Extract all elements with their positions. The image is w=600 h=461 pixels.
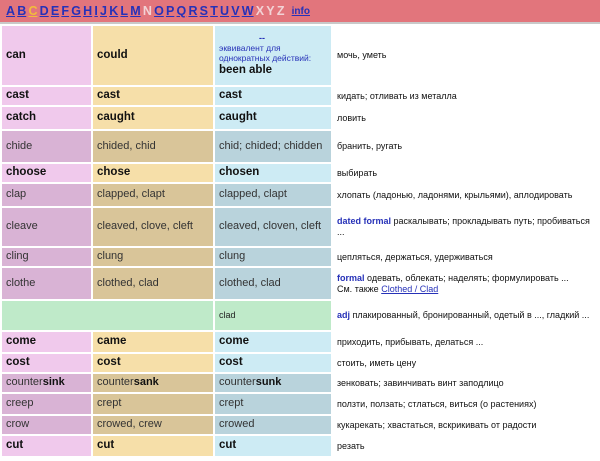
base-form-cell: cling <box>2 248 91 266</box>
letter-c-current[interactable]: C <box>28 4 38 18</box>
table-row <box>2 87 600 105</box>
translation-cell: выбирать <box>333 164 600 182</box>
alphabet-nav <box>0 0 600 24</box>
letter-a[interactable]: A <box>6 4 16 18</box>
pp-mark: -- <box>259 33 265 44</box>
table-row <box>2 268 600 299</box>
letter-i[interactable]: I <box>94 4 98 18</box>
participle-cell-prefix: counter <box>219 376 256 389</box>
letter-r[interactable]: R <box>188 4 198 18</box>
past-form-cell: came <box>93 332 213 352</box>
letter-u[interactable]: U <box>220 4 230 18</box>
past-form-cell: clung <box>93 248 213 266</box>
translation-cell: бранить, ругать <box>333 131 600 162</box>
clad-cell: clad <box>215 301 331 330</box>
translation-cell: стоить, иметь цену <box>333 354 600 372</box>
usage-label: adj <box>337 310 351 321</box>
table-row <box>2 26 600 85</box>
empty-cell <box>2 301 213 330</box>
letter-b[interactable]: B <box>17 4 27 18</box>
translation-cell: ползти, ползать; стлаться, виться (о растениях) <box>333 394 600 414</box>
letter-f[interactable]: F <box>61 4 70 18</box>
pp-value: been able <box>219 63 273 76</box>
irregular-verbs-table <box>0 24 600 458</box>
base-form-cell: cleave <box>2 208 91 246</box>
base-form-cell: creep <box>2 394 91 414</box>
participle-cell: cut <box>215 436 331 456</box>
base-form-cell-suffix: sink <box>42 376 65 389</box>
past-form-cell <box>93 374 213 392</box>
translation-cell <box>333 268 600 299</box>
base-form-cell: cut <box>2 436 91 456</box>
see-also-text: См. также <box>337 283 379 294</box>
letter-h[interactable]: H <box>83 4 93 18</box>
base-form-cell: come <box>2 332 91 352</box>
translation-cell: ловить <box>333 107 600 129</box>
participle-cell <box>215 26 331 85</box>
participle-cell: chosen <box>215 164 331 182</box>
table-row <box>2 332 600 352</box>
translation-cell <box>333 301 600 330</box>
participle-cell: clothed, clad <box>215 268 331 299</box>
letter-n-disabled: N <box>142 4 152 18</box>
base-form-cell: clothe <box>2 268 91 299</box>
letter-o[interactable]: O <box>154 4 164 18</box>
participle-cell: chid; chided; chidden <box>215 131 331 162</box>
past-form-cell: crept <box>93 394 213 414</box>
letter-s[interactable]: S <box>199 4 208 18</box>
past-form-cell: cleaved, clove, cleft <box>93 208 213 246</box>
past-form-cell: cut <box>93 436 213 456</box>
translation-cell: хлопать (ладонью, ладонями, крыльями), аплодировать <box>333 184 600 206</box>
base-form-cell: chide <box>2 131 91 162</box>
table-row <box>2 164 600 182</box>
past-form-cell: could <box>93 26 213 85</box>
participle-cell: crept <box>215 394 331 414</box>
base-form-cell: crow <box>2 416 91 434</box>
letter-l[interactable]: L <box>120 4 129 18</box>
usage-label: dated formal <box>337 216 392 227</box>
base-form-cell-prefix: counter <box>6 376 43 389</box>
past-form-cell: chided, chid <box>93 131 213 162</box>
participle-cell: come <box>215 332 331 352</box>
participle-cell-suffix: sunk <box>255 376 282 389</box>
base-form-cell <box>2 374 91 392</box>
translation-cell: кукарекать; хвастаться, вскрикивать от радости <box>333 416 600 434</box>
base-form-cell: cost <box>2 354 91 372</box>
participle-cell <box>215 374 331 392</box>
letter-m[interactable]: M <box>130 4 141 18</box>
participle-cell: cast <box>215 87 331 105</box>
participle-cell: crowed <box>215 416 331 434</box>
participle-cell: clung <box>215 248 331 266</box>
table-row <box>2 416 600 434</box>
letter-p[interactable]: P <box>165 4 175 18</box>
past-form-cell: chose <box>93 164 213 182</box>
table-row <box>2 374 600 392</box>
translation-cell: приходить, прибывать, делаться ... <box>333 332 600 352</box>
past-form-cell: cast <box>93 87 213 105</box>
participle-cell: clapped, clapt <box>215 184 331 206</box>
past-form-cell: clothed, clad <box>93 268 213 299</box>
translation-cell: зенковать; завинчивать винт заподлицо <box>333 374 600 392</box>
table-row <box>2 394 600 414</box>
translation-cell: цепляться, держаться, удерживаться <box>333 248 600 266</box>
translation-text: одевать, облекать; наделять; формулировать ... <box>367 272 569 283</box>
past-form-cell: caught <box>93 107 213 129</box>
base-form-cell: cast <box>2 87 91 105</box>
participle-cell: cleaved, cloven, cleft <box>215 208 331 246</box>
table-row <box>2 208 600 246</box>
table-row <box>2 354 600 372</box>
letter-y-disabled: Y <box>266 4 275 18</box>
usage-label: formal <box>337 272 365 283</box>
table-row <box>2 301 600 330</box>
letter-k[interactable]: K <box>109 4 119 18</box>
table-row <box>2 131 600 162</box>
letter-v[interactable]: V <box>231 4 240 18</box>
table-row <box>2 436 600 456</box>
base-form-cell: choose <box>2 164 91 182</box>
translation-cell: мочь, уметь <box>333 26 600 85</box>
letter-w[interactable]: W <box>241 4 254 18</box>
translation-text: раскалывать; прокладывать путь; пробиваться ... <box>337 216 590 237</box>
translation-cell <box>333 208 600 246</box>
letter-e[interactable]: E <box>50 4 60 18</box>
past-form-cell: clapped, clapt <box>93 184 213 206</box>
table-row <box>2 248 600 266</box>
translation-cell: резать <box>333 436 600 456</box>
letter-q[interactable]: Q <box>176 4 187 18</box>
letter-t[interactable]: T <box>210 4 218 18</box>
past-form-cell: crowed, crew <box>93 416 213 434</box>
base-form-cell: clap <box>2 184 91 206</box>
past-form-cell-prefix: counter <box>97 376 134 389</box>
past-form-cell-suffix: sank <box>133 376 159 389</box>
table-row <box>2 107 600 129</box>
table-row <box>2 184 600 206</box>
pp-note: эквивалент для однократных действий: <box>219 43 312 63</box>
participle-cell: cost <box>215 354 331 372</box>
see-also-link[interactable]: Clothed / Clad <box>381 283 439 294</box>
translation-cell: кидать; отливать из металла <box>333 87 600 105</box>
letter-x-disabled: X <box>255 4 265 18</box>
info-link[interactable]: info <box>291 5 310 17</box>
letter-j[interactable]: J <box>100 4 107 18</box>
past-form-cell: cost <box>93 354 213 372</box>
letter-d[interactable]: D <box>39 4 49 18</box>
translation-text: плакированный, бронированный, одетый в ..., гладкий ... <box>352 310 590 321</box>
letter-z-disabled: Z <box>276 4 285 18</box>
base-form-cell: catch <box>2 107 91 129</box>
base-form-cell: can <box>2 26 91 85</box>
letter-g[interactable]: G <box>71 4 81 18</box>
participle-cell: caught <box>215 107 331 129</box>
